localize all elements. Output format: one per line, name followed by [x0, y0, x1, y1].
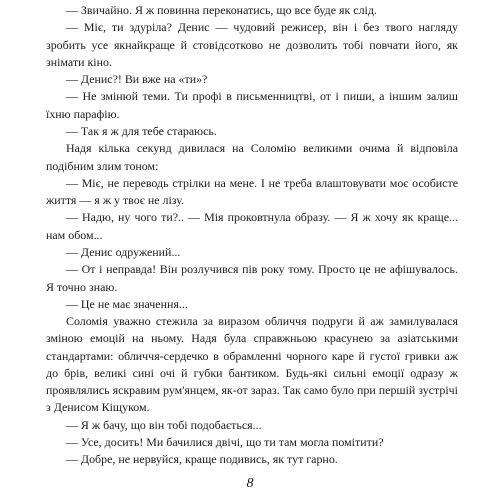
paragraph: — Усе, досить! Ми бачилися двічі, що ти там могла помітити?: [66, 435, 384, 450]
body-text: [46, 2, 458, 469]
paragraph: — Міє, не переводь стрілки на мене. І не треба влаштовувати моє особисте життя — я ж у твоє не лізу.: [46, 175, 458, 208]
paragraph: — Денис?! Ви вже на «ти»?: [66, 72, 208, 87]
page-number: 8: [246, 476, 254, 491]
paragraph: Соломія уважно стежила за виразом обличчя подруги й аж замилувалася зміною емоцій на ньому. Надя була справжньою красунею за азіатськими стандартами: обличчя-сердечко в обрамленні чорного каре й густої гривки аж до брів, великі сині очі й губки бантиком. Будь-які сильні емоції одразу ж проявлялись яскравим рум'янцем, як-от зараз. Так само було при першій зустрічі з Денисом Кіщуком.: [46, 314, 458, 415]
paragraph: — От і неправда! Він розлучився пів року тому. Просто це не афішувалось. Я точно знаю.: [46, 262, 458, 294]
paragraph: — Не змінюй теми. Ти профі в письменництві, от і пиши, а іншим залиш їхню парафію.: [46, 89, 458, 121]
paragraph: — Міє, ти здуріла? Денис — чудовий режисер, він і без твого нагляду зробить усе якнайкраще й стовідсотково не дозволить тобі повчати його, як знімати кіно.: [46, 20, 458, 69]
paragraph: — Звичайно. Я ж повинна переконатись, що все буде як слід.: [66, 3, 377, 17]
paragraph: — Так я ж для тебе стараюсь.: [66, 123, 217, 138]
paragraph: — Денис одружений...: [66, 244, 181, 259]
paragraph: — Надю, ну чого ти?.. — Мія проковтнула образу. — Я ж хочу як краще... нам обом...: [46, 210, 458, 242]
paragraph: Надя кілька секунд дивилася на Соломію великими очима й відповіла подібним злим тоном:: [46, 141, 458, 173]
paragraph: — Добре, не нервуйся, краще подивись, як тут гарно.: [66, 452, 338, 467]
paragraph: — Я ж бачу, що він тобі подобається...: [66, 417, 262, 432]
paragraph: — Це не має значення...: [66, 296, 188, 311]
